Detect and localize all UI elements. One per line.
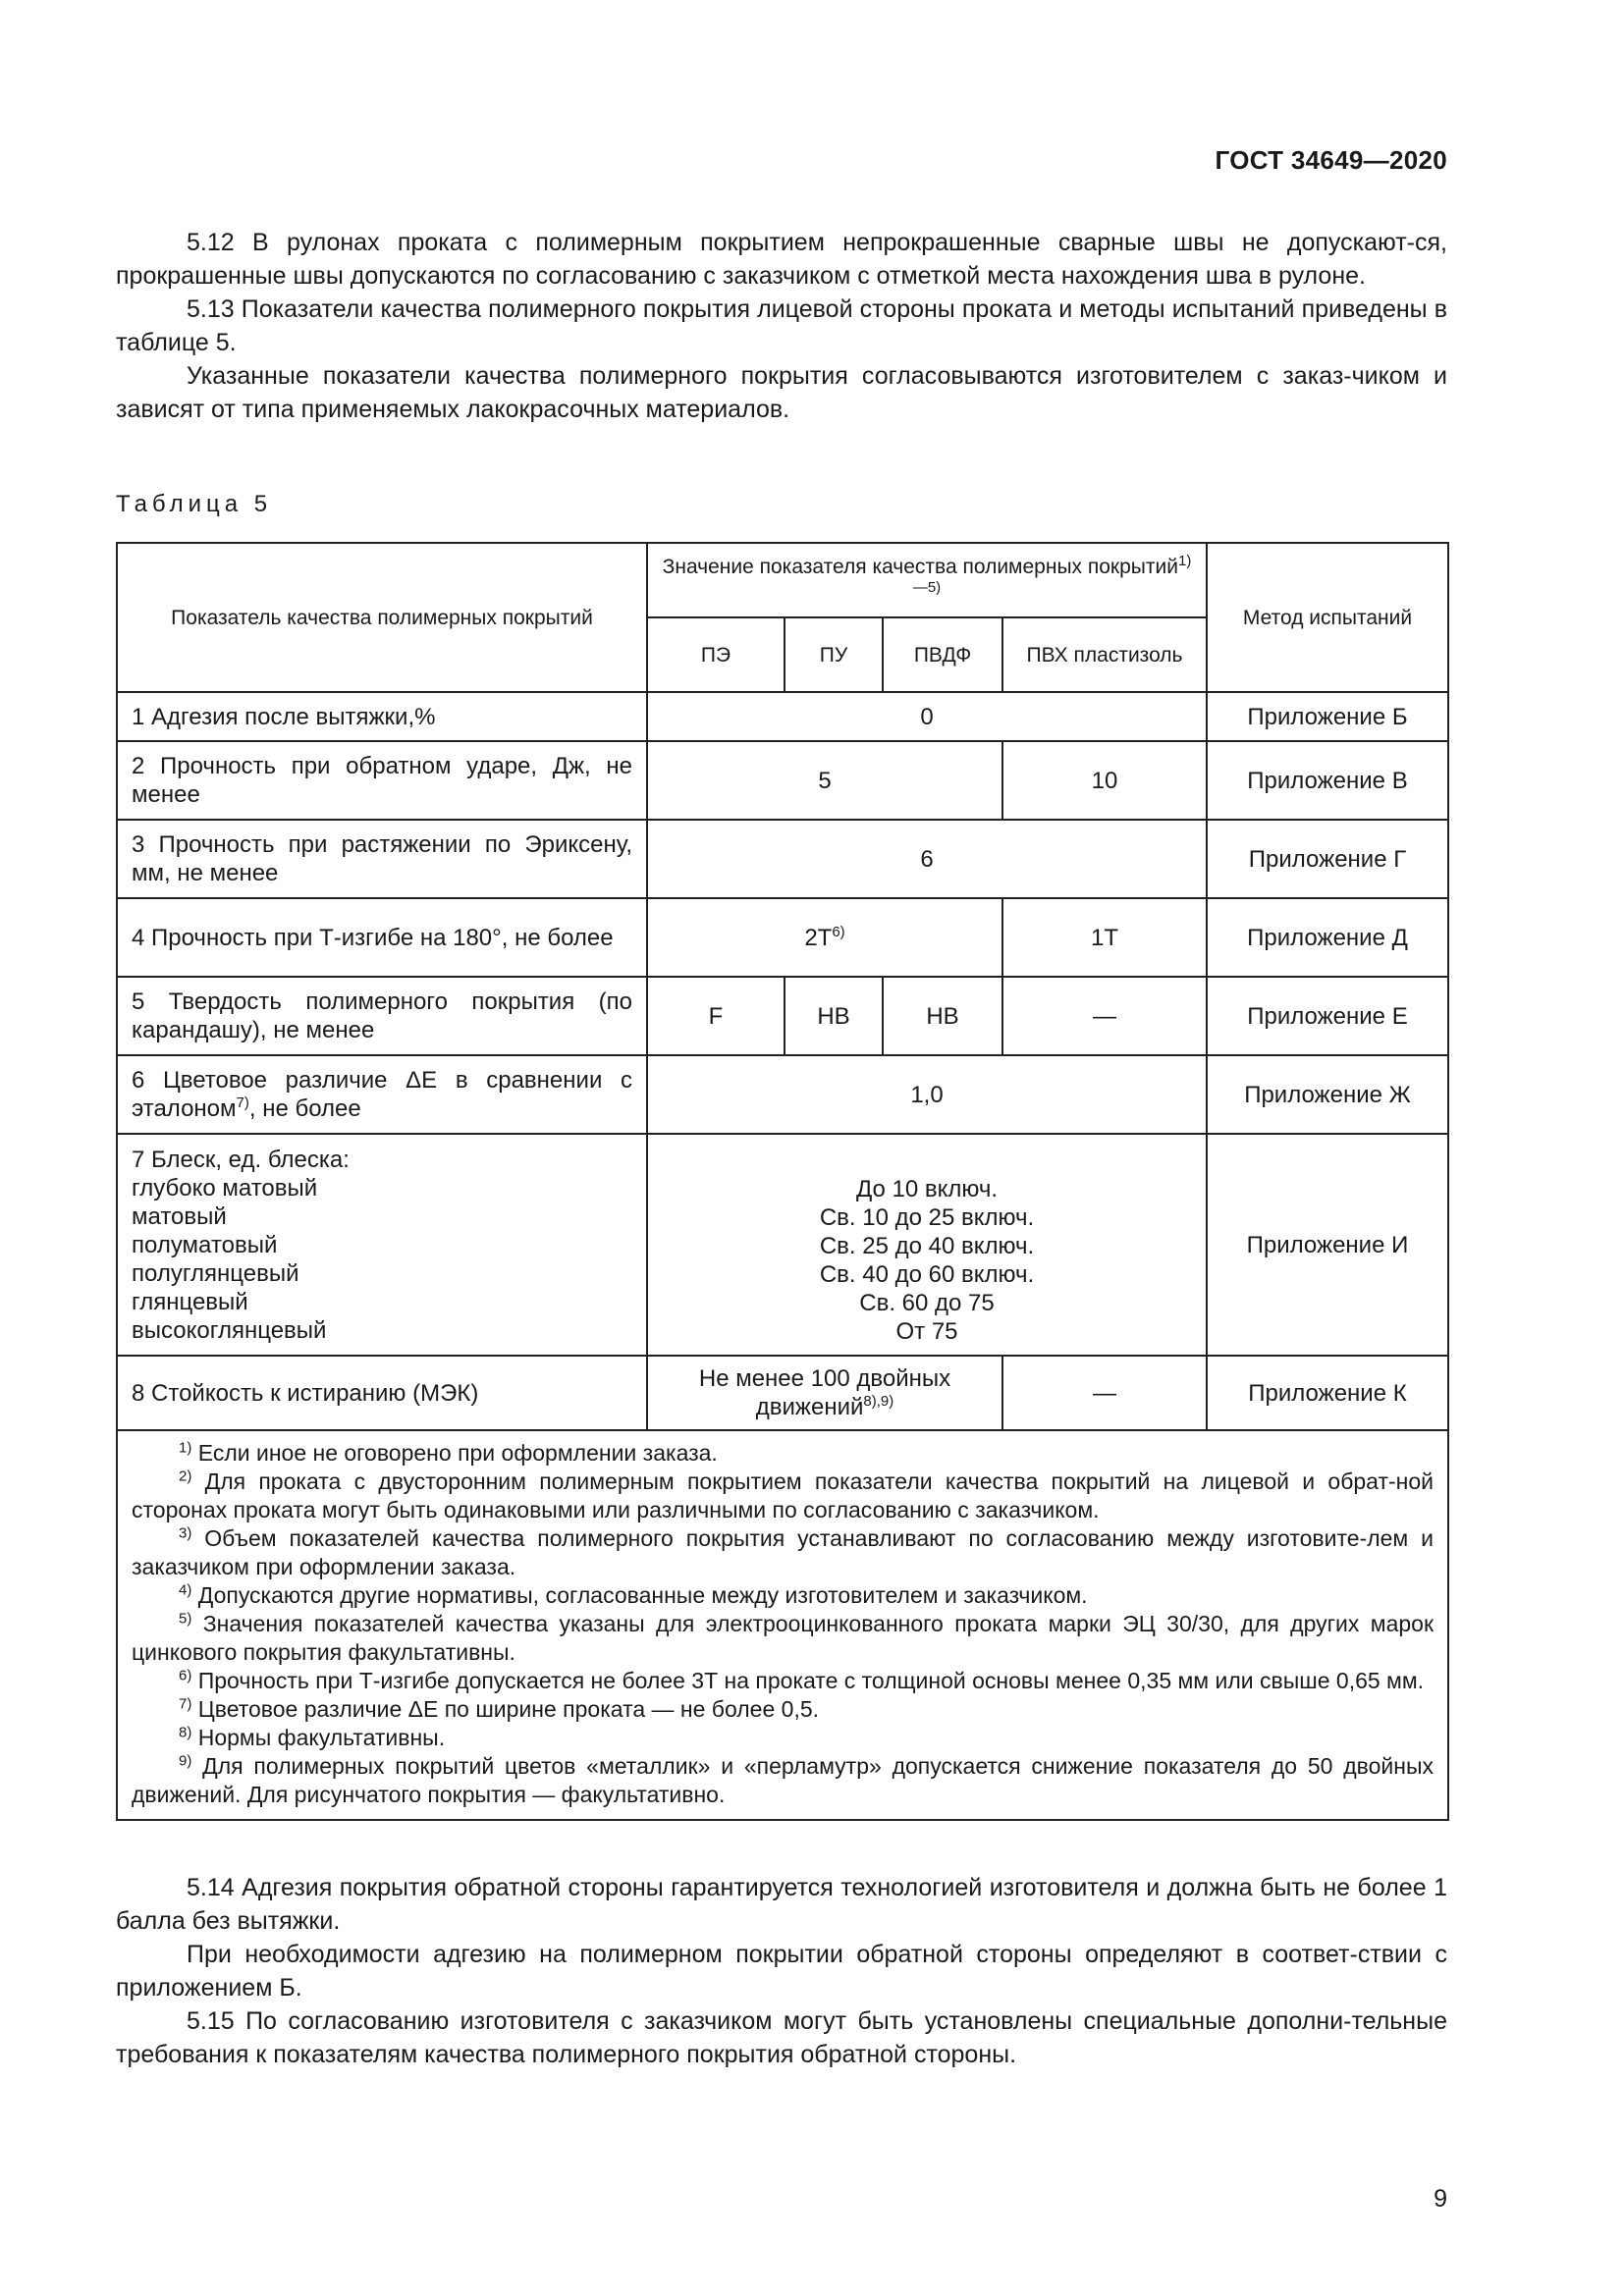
page-number: 9 [1434,2185,1447,2213]
value-cell-pvc: 10 [1002,741,1207,820]
value-cell: $2Т^{6)}$ [647,898,1002,977]
indicator-cell: 5 Твердость полимерного покрытия (по карандашу), не менее [117,977,647,1055]
indicator-cell: 2 Прочность при обратном ударе, Дж, не менее [117,741,647,820]
method-cell: Приложение В [1207,741,1448,820]
method-cell: Приложение Д [1207,898,1448,977]
method-cell: Приложение К [1207,1356,1448,1430]
value-cell-pvc: 1Т [1002,898,1207,977]
table-row [117,741,1448,820]
value-cell: 1,0 [647,1055,1207,1134]
footnote: $^{6)}$ Прочность при Т-изгибе допускается не более 3Т на прокате с толщиной основы менее 0,35 мм или свыше 0,65 мм. [179,1667,1425,1693]
table-row [117,1134,1448,1356]
value-cell: До 10 включ. Св. 10 до 25 включ. Св. 25 до 40 включ. Св. 40 до 60 включ. Св. 60 до 75 От 75 [647,1134,1207,1356]
table-row [117,1055,1448,1134]
table-row [117,692,1448,741]
table-row [117,1356,1448,1430]
footnote: $^{2)}$ Для проката с двусторонним полимерным покрытием показатели качества покрытий на лицевой и обрат-ной сторонах проката могут быть одинаковыми или различными по согласованию с заказчиком. [132,1468,1434,1522]
value-cell: 5 [647,741,1002,820]
paragraph: 5.14 Адгезия покрытия обратной стороны гарантируется технологией изготовителя и должна быть не более 1 балла без вытяжки. [116,1874,1447,1935]
table-caption: Таблица 5 [116,491,273,517]
method-cell: Приложение Ж [1207,1055,1448,1134]
indicator-cell: 8 Стойкость к истиранию (МЭК) [117,1356,647,1430]
header-col-pvc: ПВХ пластизоль [1002,617,1207,692]
header-indicator: Показатель качества полимерных покрытий [117,543,647,692]
value-cell: 6 [647,820,1207,898]
table-row [117,820,1448,898]
table-footnotes-row [117,1430,1448,1820]
value-cell-pvc: — [1002,977,1207,1055]
value-cell: 0 [647,692,1207,741]
header-col-pvdf: ПВДФ [883,617,1002,692]
paragraph: При необходимости адгезию на полимерном покрытии обратной стороны определяют в соответ-ствии с приложением Б. [116,1941,1447,2002]
value-cell-pu: НВ [785,977,883,1055]
paragraph: 5.12 В рулонах проката с полимерным покрытием непрокрашенные сварные швы не допускают-ся, прокрашенные швы допускаются по согласованию с заказчиком с отметкой места нахождения шва в рулоне. [116,229,1447,290]
after-section [116,1871,1447,2071]
footnote: $^{7)}$ Цветовое различие ΔE по ширине проката — не более 0,5. [179,1695,820,1722]
paragraph: 5.13 Показатели качества полимерного покрытия лицевой стороны проката и методы испытаний приведены в таблице 5. [116,295,1447,356]
method-cell: Приложение Б [1207,692,1448,741]
footnote: $^{9)}$ Для полимерных покрытий цветов «металлик» и «перламутр» допускается снижение показателя до 50 двойных движений. Для рисунчатого покрытия — факультативно. [132,1752,1434,1807]
method-cell: Приложение Г [1207,820,1448,898]
intro-section [116,226,1447,426]
document-id: ГОСТ 34649—2020 [1215,145,1447,175]
header-value-group: Значение показателя качества полимерных покрытий$^{1)—5)}$ [647,543,1207,617]
value-cell-pvc: — [1002,1356,1207,1430]
quality-table [116,542,1449,1821]
method-cell: Приложение И [1207,1134,1448,1356]
table-row [117,898,1448,977]
indicator-cell: 6 Цветовое различие ΔE в сравнении с эталоном$^{7)}$, не более [117,1055,647,1134]
indicator-cell: 1 Адгезия после вытяжки,% [117,692,647,741]
header-col-pe: ПЭ [647,617,785,692]
table-header-row [117,543,1448,617]
indicator-cell: 4 Прочность при Т-изгибе на 180°, не более [117,898,647,977]
value-cell-pe: F [647,977,785,1055]
footnote: $^{5)}$ Значения показателей качества указаны для электрооцинкованного проката марки ЭЦ 30/30, для других марок цинкового покрытия факультативны. [132,1610,1435,1665]
footnote: $^{4)}$ Допускаются другие нормативы, согласованные между изготовителем и заказчиком. [179,1581,1088,1608]
table-row [117,977,1448,1055]
paragraph: 5.15 По согласованию изготовителя с заказчиком могут быть установлены специальные дополни-тельные требования к показателям качества полимерного покрытия обратной стороны. [116,2007,1447,2068]
paragraph: Указанные показатели качества полимерного покрытия согласовываются изготовителем с заказ-чиком и зависят от типа применяемых лакокрасочных материалов. [116,362,1447,423]
header-col-pu: ПУ [785,617,883,692]
table-footnotes [117,1430,1448,1820]
method-cell: Приложение Е [1207,977,1448,1055]
value-cell: Не менее 100 двойных движений$^{8),9)}$ [647,1356,1002,1430]
footnote: $^{8)}$ Нормы факультативны. [179,1724,446,1750]
header-method: Метод испытаний [1207,543,1448,692]
footnote: $^{3)}$ Объем показателей качества полимерного покрытия устанавливают по согласованию между изготовите-лем и заказчиком при оформлении заказа. [132,1524,1434,1579]
indicator-cell: 7 Блеск, ед. блеска: глубоко матовый матовый полуматовый полуглянцевый глянцевый высокоглянцевый [117,1134,647,1356]
value-cell-pvdf: НВ [883,977,1002,1055]
footnote: $^{1)}$ Если иное не оговорено при оформлении заказа. [179,1439,718,1466]
indicator-cell: 3 Прочность при растяжении по Эриксену, мм, не менее [117,820,647,898]
